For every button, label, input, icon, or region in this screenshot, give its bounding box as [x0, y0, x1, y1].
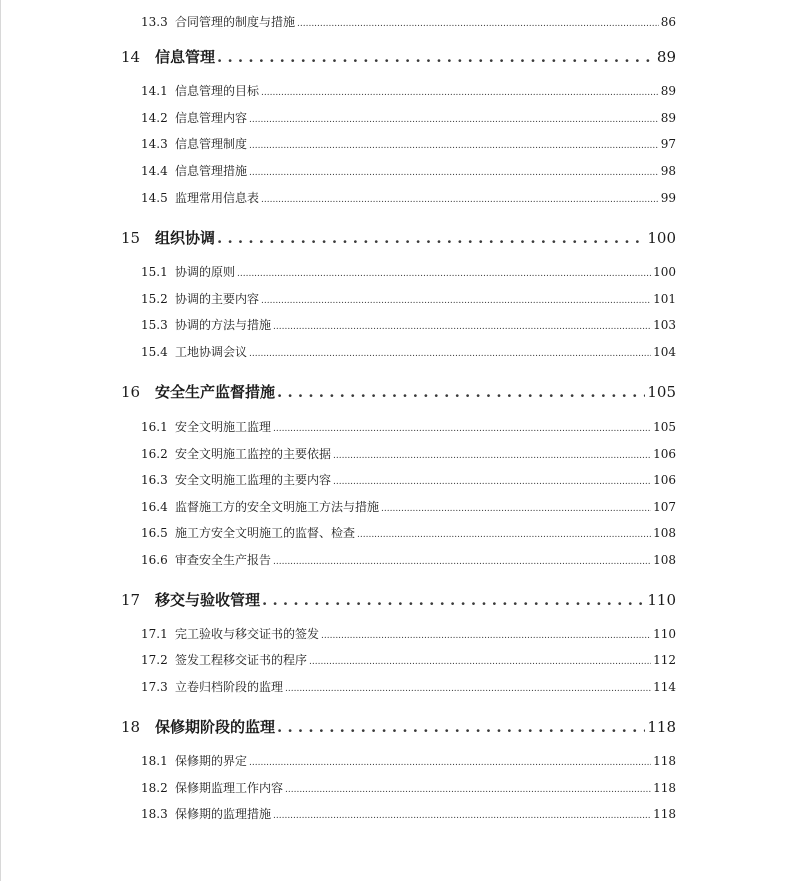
toc-section-entry[interactable]: [141, 471, 676, 488]
toc-entry-title: 保修期的监理措施: [175, 807, 272, 821]
toc-entry-number: 17.3: [141, 680, 168, 694]
toc-dot-leader: [217, 229, 645, 247]
toc-chapter-entry[interactable]: [121, 381, 676, 402]
toc-chapter-entry[interactable]: [121, 46, 676, 67]
toc-entry-page-number: 105: [647, 383, 676, 401]
toc-entry-page-number: 100: [647, 229, 676, 247]
toc-dot-leader: [217, 48, 655, 66]
toc-section-entry[interactable]: [141, 805, 676, 822]
toc-entry-number: 13.3: [141, 15, 168, 29]
toc-section-entry[interactable]: [141, 290, 676, 307]
toc-section-entry[interactable]: [141, 418, 676, 435]
toc-entry-page-number: 110: [647, 591, 676, 609]
toc-entry-title: 移交与验收管理: [155, 591, 261, 609]
toc-section-entry[interactable]: [141, 109, 676, 126]
toc-entry-title: 施工方安全文明施工的监督、检查: [175, 526, 356, 540]
toc-entry-title: 协调的原则: [175, 265, 236, 279]
toc-section-entry[interactable]: [141, 678, 676, 695]
toc-entry-title: 保修期的界定: [175, 754, 248, 768]
toc-entry-page-number: 101: [653, 292, 676, 306]
toc-dot-leader: [249, 164, 659, 178]
toc-entry-page-number: 107: [653, 500, 676, 514]
toc-chapter-entry[interactable]: [121, 227, 676, 248]
toc-dot-leader: [262, 591, 645, 609]
toc-entry-page-number: 118: [647, 718, 676, 736]
toc-section-entry[interactable]: [141, 162, 676, 179]
toc-dot-leader: [261, 191, 659, 205]
toc-entry-title: 组织协调: [155, 229, 216, 247]
toc-entry-number: 17.2: [141, 653, 168, 667]
toc-entry-page-number: 99: [660, 191, 676, 205]
toc-entry-title: 信息管理措施: [175, 164, 248, 178]
toc-entry-page-number: 104: [653, 345, 676, 359]
toc-entry-page-number: 98: [660, 164, 676, 178]
toc-entry-number: 18.1: [141, 754, 168, 768]
toc-dot-leader: [261, 84, 659, 98]
toc-section-entry[interactable]: [141, 135, 676, 152]
toc-entry-title: 安全生产监督措施: [155, 383, 276, 401]
toc-entry-number: 16.1: [141, 420, 168, 434]
toc-entry-title: 协调的主要内容: [175, 292, 260, 306]
toc-entry-page-number: 110: [653, 627, 676, 641]
toc-entry-number: 14.4: [141, 164, 168, 178]
toc-section-entry[interactable]: [141, 316, 676, 333]
toc-entry-page-number: 108: [653, 526, 676, 540]
toc-dot-leader: [249, 754, 651, 768]
toc-entry-number: 15.2: [141, 292, 168, 306]
toc-chapter-entry[interactable]: [121, 589, 676, 610]
toc-entry-page-number: 89: [656, 48, 676, 66]
toc-entry-page-number: 86: [660, 15, 676, 29]
toc-entry-page-number: 105: [653, 420, 676, 434]
toc-entry-title: 签发工程移交证书的程序: [175, 653, 308, 667]
toc-entry-title: 安全文明施工监控的主要依据: [175, 447, 332, 461]
toc-section-entry[interactable]: [141, 752, 676, 769]
toc-entry-page-number: 103: [653, 318, 676, 332]
toc-dot-leader: [273, 318, 651, 332]
toc-entry-page-number: 100: [653, 265, 676, 279]
toc-entry-title: 信息管理: [155, 48, 216, 66]
toc-dot-leader: [381, 500, 651, 514]
toc-entry-number: 14.3: [141, 137, 168, 151]
toc-entry-number: 14.1: [141, 84, 168, 98]
toc-section-entry[interactable]: [141, 13, 676, 30]
toc-entry-page-number: 112: [653, 653, 676, 667]
toc-entry-title: 保修期阶段的监理: [155, 718, 276, 736]
toc-section-entry[interactable]: [141, 551, 676, 568]
toc-entry-number: 14: [121, 48, 141, 66]
toc-entry-number: 17: [121, 591, 141, 609]
toc-dot-leader: [249, 111, 659, 125]
toc-entry-number: 17.1: [141, 627, 168, 641]
toc-section-entry[interactable]: [141, 524, 676, 541]
toc-entry-title: 完工验收与移交证书的签发: [175, 627, 320, 641]
toc-chapter-entry[interactable]: [121, 716, 676, 737]
toc-entry-number: 15.4: [141, 345, 168, 359]
toc-section-entry[interactable]: [141, 343, 676, 360]
toc-dot-leader: [273, 420, 651, 434]
toc-dot-leader: [273, 553, 651, 567]
toc-entry-title: 协调的方法与措施: [175, 318, 272, 332]
toc-entry-number: 16.2: [141, 447, 168, 461]
toc-entry-number: 15.3: [141, 318, 168, 332]
toc-entry-number: 16.4: [141, 500, 168, 514]
toc-entry-page-number: 118: [653, 754, 676, 768]
toc-dot-leader: [285, 781, 651, 795]
toc-entry-number: 18.3: [141, 807, 168, 821]
toc-dot-leader: [273, 807, 651, 821]
toc-dot-leader: [333, 473, 651, 487]
toc-dot-leader: [249, 345, 651, 359]
toc-entry-number: 15.1: [141, 265, 168, 279]
toc-section-entry[interactable]: [141, 263, 676, 280]
toc-dot-leader: [285, 680, 651, 694]
toc-entry-number: 15: [121, 229, 141, 247]
toc-dot-leader: [261, 292, 651, 306]
toc-entry-title: 信息管理内容: [175, 111, 248, 125]
toc-entry-page-number: 89: [660, 84, 676, 98]
toc-entry-page-number: 118: [653, 807, 676, 821]
toc-entry-title: 安全文明施工监理的主要内容: [175, 473, 332, 487]
toc-entry-title: 信息管理的目标: [175, 84, 260, 98]
toc-entry-page-number: 118: [653, 781, 676, 795]
toc-entry-number: 14.2: [141, 111, 168, 125]
toc-entry-title: 信息管理制度: [175, 137, 248, 151]
toc-entry-number: 14.5: [141, 191, 168, 205]
toc-entry-number: 16.6: [141, 553, 168, 567]
toc-entry-title: 监督施工方的安全文明施工方法与措施: [175, 500, 380, 514]
toc-section-entry[interactable]: [141, 445, 676, 462]
toc-entry-number: 16.5: [141, 526, 168, 540]
toc-entry-number: 16.3: [141, 473, 168, 487]
toc-entry-title: 审查安全生产报告: [175, 553, 272, 567]
toc-section-entry[interactable]: [141, 779, 676, 796]
toc-entry-title: 监理常用信息表: [175, 191, 260, 205]
toc-dot-leader: [249, 137, 659, 151]
toc-entry-page-number: 97: [660, 137, 676, 151]
toc-entry-number: 16: [121, 383, 141, 401]
toc-entry-page-number: 108: [653, 553, 676, 567]
toc-section-entry[interactable]: [141, 625, 676, 642]
toc-entry-page-number: 106: [653, 447, 676, 461]
toc-entry-page-number: 114: [653, 680, 676, 694]
toc-dot-leader: [237, 265, 651, 279]
toc-entry-title: 合同管理的制度与措施: [175, 15, 296, 29]
toc-section-entry[interactable]: [141, 189, 676, 206]
toc-dot-leader: [297, 15, 659, 29]
toc-entry-number: 18.2: [141, 781, 168, 795]
toc-section-entry[interactable]: [141, 498, 676, 515]
toc-dot-leader: [277, 383, 645, 401]
toc-entry-title: 保修期监理工作内容: [175, 781, 284, 795]
toc-entry-page-number: 89: [660, 111, 676, 125]
toc-dot-leader: [321, 627, 651, 641]
toc-dot-leader: [333, 447, 651, 461]
toc-dot-leader: [277, 718, 645, 736]
toc-dot-leader: [309, 653, 651, 667]
toc-entry-title: 安全文明施工监理: [175, 420, 272, 434]
toc-entry-page-number: 106: [653, 473, 676, 487]
toc-section-entry[interactable]: [141, 651, 676, 668]
toc-dot-leader: [357, 526, 651, 540]
toc-section-entry[interactable]: [141, 82, 676, 99]
toc-entry-title: 工地协调会议: [175, 345, 248, 359]
toc-entry-number: 18: [121, 718, 141, 736]
toc-entry-title: 立卷归档阶段的监理: [175, 680, 284, 694]
